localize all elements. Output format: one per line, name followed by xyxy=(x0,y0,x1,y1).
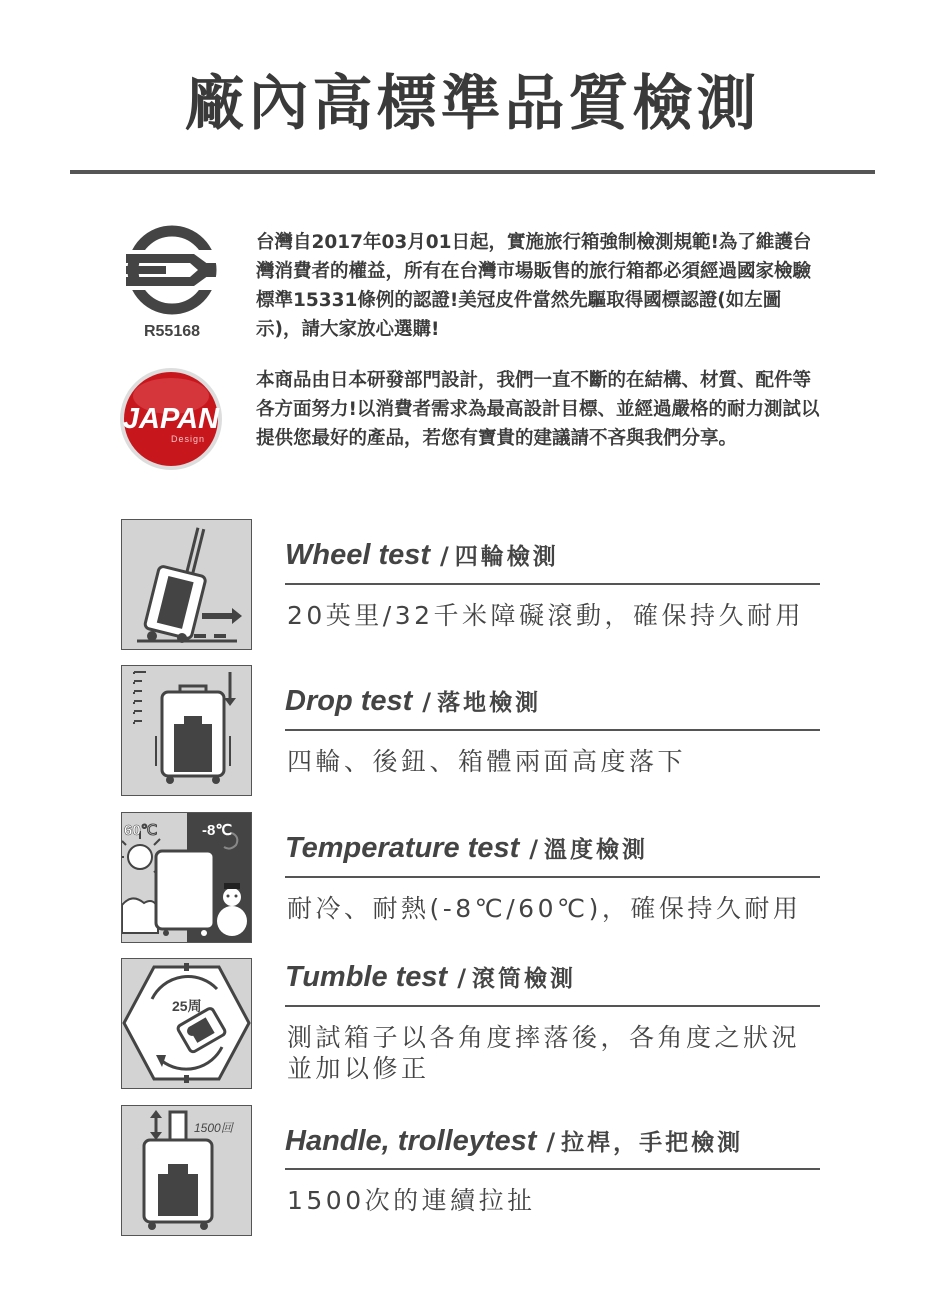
bsmi-certification-icon xyxy=(124,224,220,344)
wheel-test-description: 20英里/32千米障礙滾動，確保持久耐用 xyxy=(287,601,805,630)
page-title: 廠內高標準品質檢測 xyxy=(184,69,761,139)
tumble-test-description: 測試箱子以各角度摔落後，各角度之狀況並加以修正 xyxy=(287,1023,801,1083)
japan-design-badge-icon xyxy=(118,366,224,472)
wheel-test-icon xyxy=(121,519,252,650)
japan-sub: Design xyxy=(170,434,206,444)
temperature-test-divider xyxy=(285,876,820,878)
drop-test-title: Drop test / 落地檢測 xyxy=(285,685,542,717)
handle-test-divider xyxy=(285,1168,820,1170)
tumble-test-title: Tumble test / 滾筒檢測 xyxy=(285,961,576,993)
temperature-test-title: Temperature test / 溫度檢測 xyxy=(285,832,648,864)
handle-test-icon xyxy=(121,1105,252,1236)
temperature-test-description: 耐冷、耐熱(-8℃/60℃)，確保持久耐用 xyxy=(287,894,802,923)
wheel-test-title: Wheel test / 四輪檢測 xyxy=(285,539,559,571)
design-paragraph: 本商品由日本研發部門設計，我們一直不斷的在結構、材質、配件等各方面努力!以消費者需求為最高設計目標、並經過嚴格的耐力測試以提供您最好的產品，若您有寶貴的建議請不吝與我們分享。 xyxy=(256,370,820,449)
drop-test-icon xyxy=(121,665,252,796)
cycle-count-label: 1500回 xyxy=(194,1121,233,1135)
tumble-test-divider xyxy=(285,1005,820,1007)
handle-test-title: Handle, trolleytest / 拉桿，手把檢測 xyxy=(285,1125,744,1157)
title-divider xyxy=(70,170,875,174)
wheel-test-divider xyxy=(285,583,820,585)
bsmi-code: R55168 xyxy=(143,323,201,340)
drop-test-divider xyxy=(285,729,820,731)
handle-test-description: 1500次的連續拉扯 xyxy=(287,1186,536,1215)
certification-paragraph: 台灣自2017年03月01日起，實施旅行箱強制檢測規範!為了維護台灣消費者的權益，所有在台灣市場販售的旅行箱都必須經過國家檢驗標準15331條例的認證!美冠皮件當然先驅取得國標認證(如左圖示)，請大家放心選購! xyxy=(256,232,812,340)
hot-temperature-label: 60℃ xyxy=(124,822,158,839)
tumble-test-icon xyxy=(121,958,252,1089)
drop-test-description: 四輪、後鈕、箱體兩面高度落下 xyxy=(287,747,687,776)
laps-label: 25周 xyxy=(172,998,202,1014)
temperature-test-icon xyxy=(121,812,252,943)
japan-word: JAPAN xyxy=(122,403,220,435)
cold-temperature-label: -8℃ xyxy=(202,822,233,839)
